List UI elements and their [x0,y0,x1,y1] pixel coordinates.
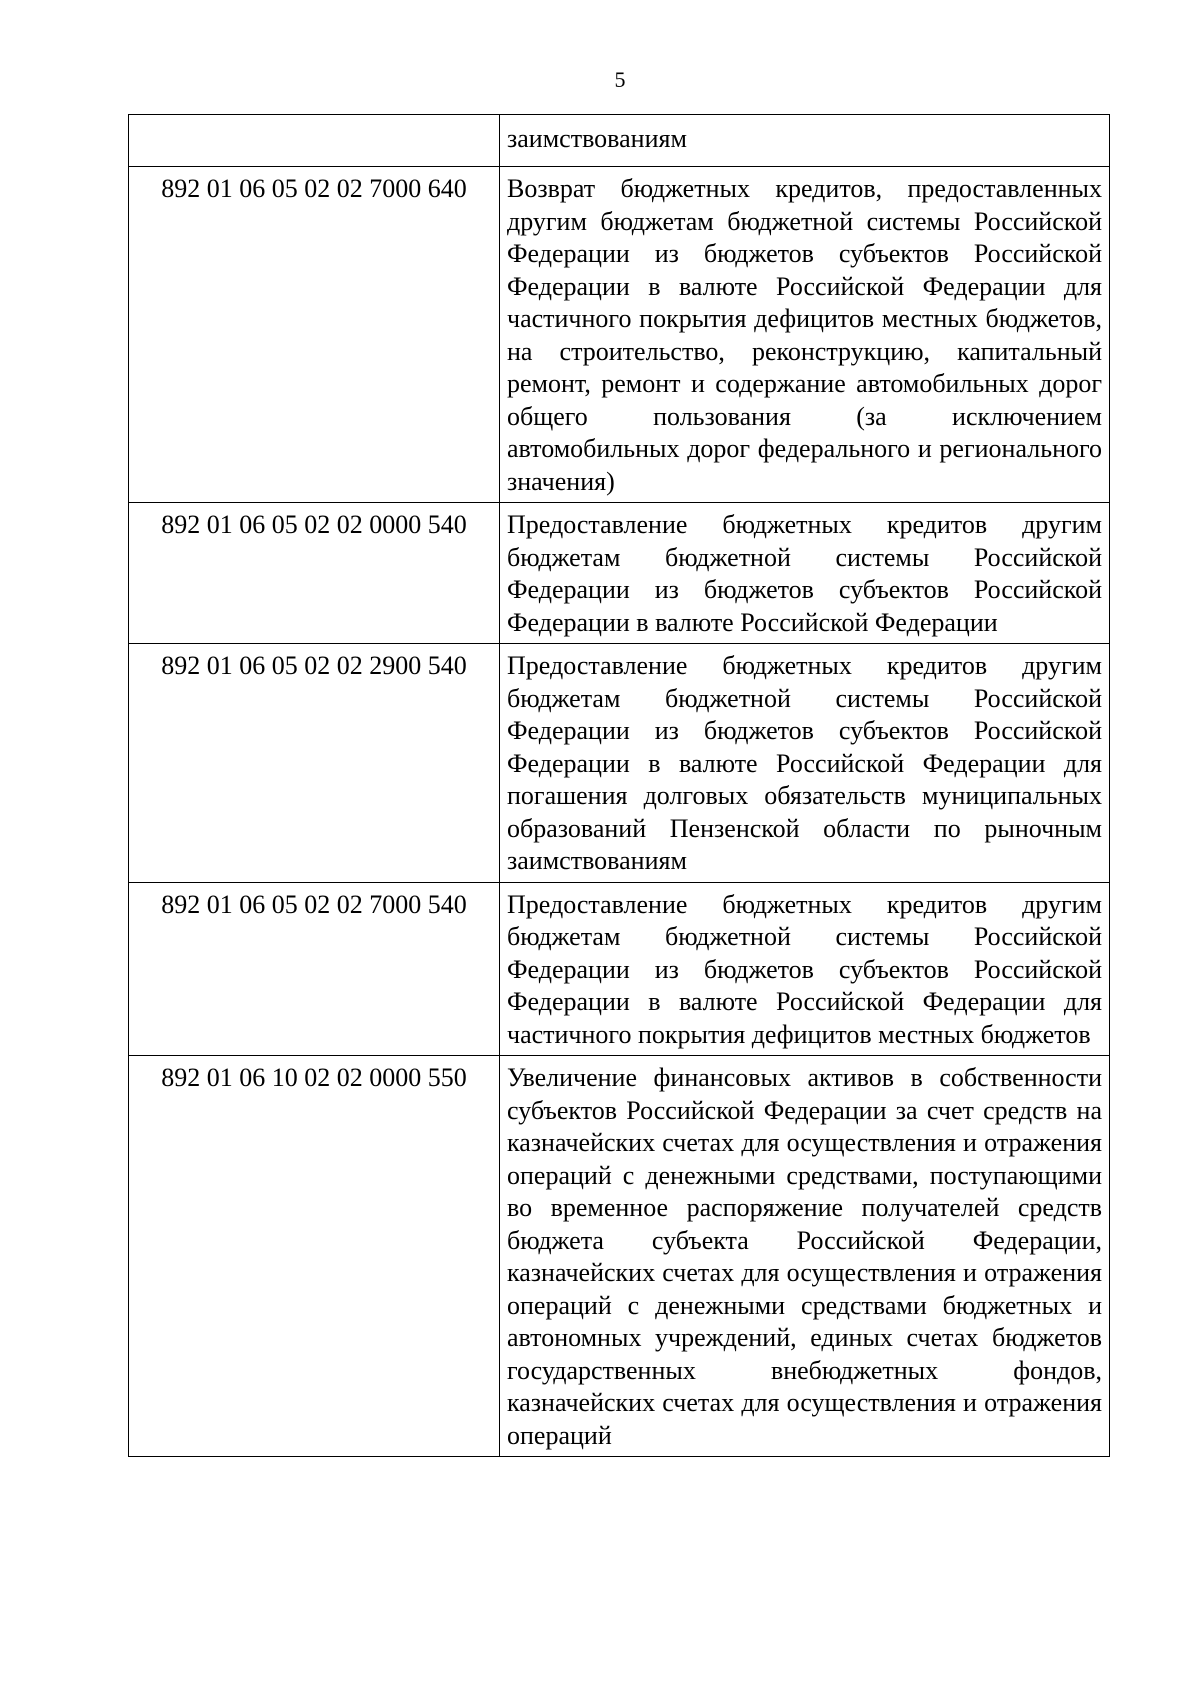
description-cell: Возврат бюджетных кредитов, предоставленных другим бюджетам бюджетной системы Российской Федерации из бюджетов субъектов Российской Федерации в валюте Российской Федерации для частичного покрытия дефицитов местных бюджетов, на строительство, реконструкцию, капитальный ремонт, ремонт и содержание автомобильных дорог общего пользования (за исключением автомобильных дорог федерального и регионального значения) [500,167,1110,503]
budget-classification-table [128,114,1110,1457]
description-cell: Предоставление бюджетных кредитов другим бюджетам бюджетной системы Российской Федерации из бюджетов субъектов Российской Федерации в валюте Российской Федерации для частичного покрытия дефицитов местных бюджетов [500,882,1110,1056]
code-cell: 892 01 06 10 02 02 0000 550 [129,1056,500,1457]
table-row [129,1056,1110,1457]
table-row [129,644,1110,883]
code-cell: 892 01 06 05 02 02 7000 540 [129,882,500,1056]
table-row [129,115,1110,167]
table-row [129,882,1110,1056]
table-row [129,503,1110,644]
description-cell: заимствованиям [500,115,1110,167]
code-cell: 892 01 06 05 02 02 2900 540 [129,644,500,883]
code-cell: 892 01 06 05 02 02 0000 540 [129,503,500,644]
description-cell: Предоставление бюджетных кредитов другим бюджетам бюджетной системы Российской Федерации из бюджетов субъектов Российской Федерации в валюте Российской Федерации для погашения долговых обязательств муниципальных образований Пензенской области по рыночным заимствованиям [500,644,1110,883]
page-number: 5 [614,67,626,92]
code-cell [129,115,500,167]
table-row [129,167,1110,503]
code-cell: 892 01 06 05 02 02 7000 640 [129,167,500,503]
description-cell: Предоставление бюджетных кредитов другим бюджетам бюджетной системы Российской Федерации из бюджетов субъектов Российской Федерации в валюте Российской Федерации [500,503,1110,644]
description-cell: Увеличение финансовых активов в собственности субъектов Российской Федерации за счет средств на казначейских счетах для осуществления и отражения операций с денежными средствами, поступающими во временное распоряжение получателей средств бюджета субъекта Российской Федерации, казначейских счетах для осуществления и отражения операций с денежными средствами бюджетных и автономных учреждений, единых счетах бюджетов государственных внебюджетных фондов, казначейских счетах для осуществления и отражения операций [500,1056,1110,1457]
